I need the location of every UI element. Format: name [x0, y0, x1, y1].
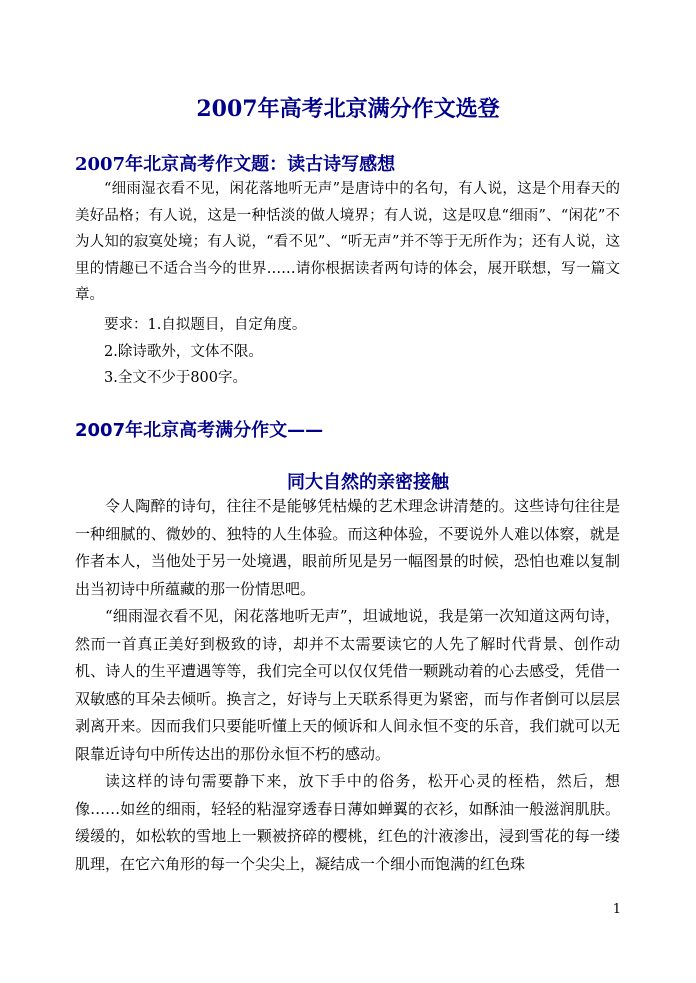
page-number: 1 [612, 902, 621, 917]
answer-heading: 2007年北京高考满分作文—— [75, 420, 324, 441]
essay-body [75, 493, 620, 878]
prompt-block [75, 176, 620, 309]
essay-title: 同大自然的亲密接触 [287, 472, 449, 493]
requirement-item: 3.全文不少于800字。 [104, 370, 248, 386]
essay-paragraph: 读这样的诗句需要静下来，放下手中的俗务，松开心灵的桎梏，然后，想像……如丝的细雨，轻轻的粘湿穿透春日薄如蝉翼的衣衫，如酥油一般滋润肌肤。缓缓的，如松软的雪地上一颗被挤碎的樱桃，红色的汁液渗出，浸到雪花的每一缕肌理，在它六角形的每一个尖尖上，凝结成一个细小而饱满的红色珠 [75, 772, 620, 873]
essay-paragraph: 令人陶醉的诗句，往往不是能够凭枯燥的艺术理念讲清楚的。这些诗句往往是一种细腻的、微妙的、独特的人生体验。而这种体验，不要说外人难以体察，就是作者本人，当他处于另一处境遇，眼前所见是另一幅图景的时候，恐怕也难以复制出当初诗中所蕴藏的那一份情思吧。 [75, 497, 620, 598]
question-heading: 2007年北京高考作文题：读古诗写感想 [75, 154, 396, 175]
requirements-block [75, 312, 620, 392]
prompt-paragraph: “细雨湿衣看不见，闲花落地听无声”是唐诗中的名句，有人说，这是个用春天的美好品格；有人说，这是一种恬淡的做人境界；有人说，这是叹息“细雨”、“闲花”不为人知的寂寞处境；有人说，“看不见”、“听无声”并不等于无所作为；还有人说，这里的情趣已不适合当今的世界……请你根据读者两句诗的体会，展开联想，写一篇文章。 [75, 181, 620, 303]
requirement-item: 2.除诗歌外，文体不限。 [104, 343, 263, 360]
requirement-item: 要求：1.自拟题目，自定角度。 [104, 317, 307, 333]
essay-paragraph: “细雨湿衣看不见，闲花落地听无声”，坦诚地说，我是第一次知道这两句诗，然而一首真正美好到极致的诗，却并不太需要读它的人先了解时代背景、创作动机、诗人的生平遭遇等等，我们完全可以仅仅凭借一颗跳动着的心去感受，凭借一双敏感的耳朵去倾听。换言之，好诗与上天联系得更为紧密，而与作者倒可以层层剥离开来。因而我们只要能听懂上天的倾诉和人间永恒不变的乐音，我们就可以无限靠近诗句中所传达出的那份永恒不朽的感动。 [75, 607, 620, 763]
document-title: 2007年高考北京满分作文选登 [196, 96, 500, 122]
